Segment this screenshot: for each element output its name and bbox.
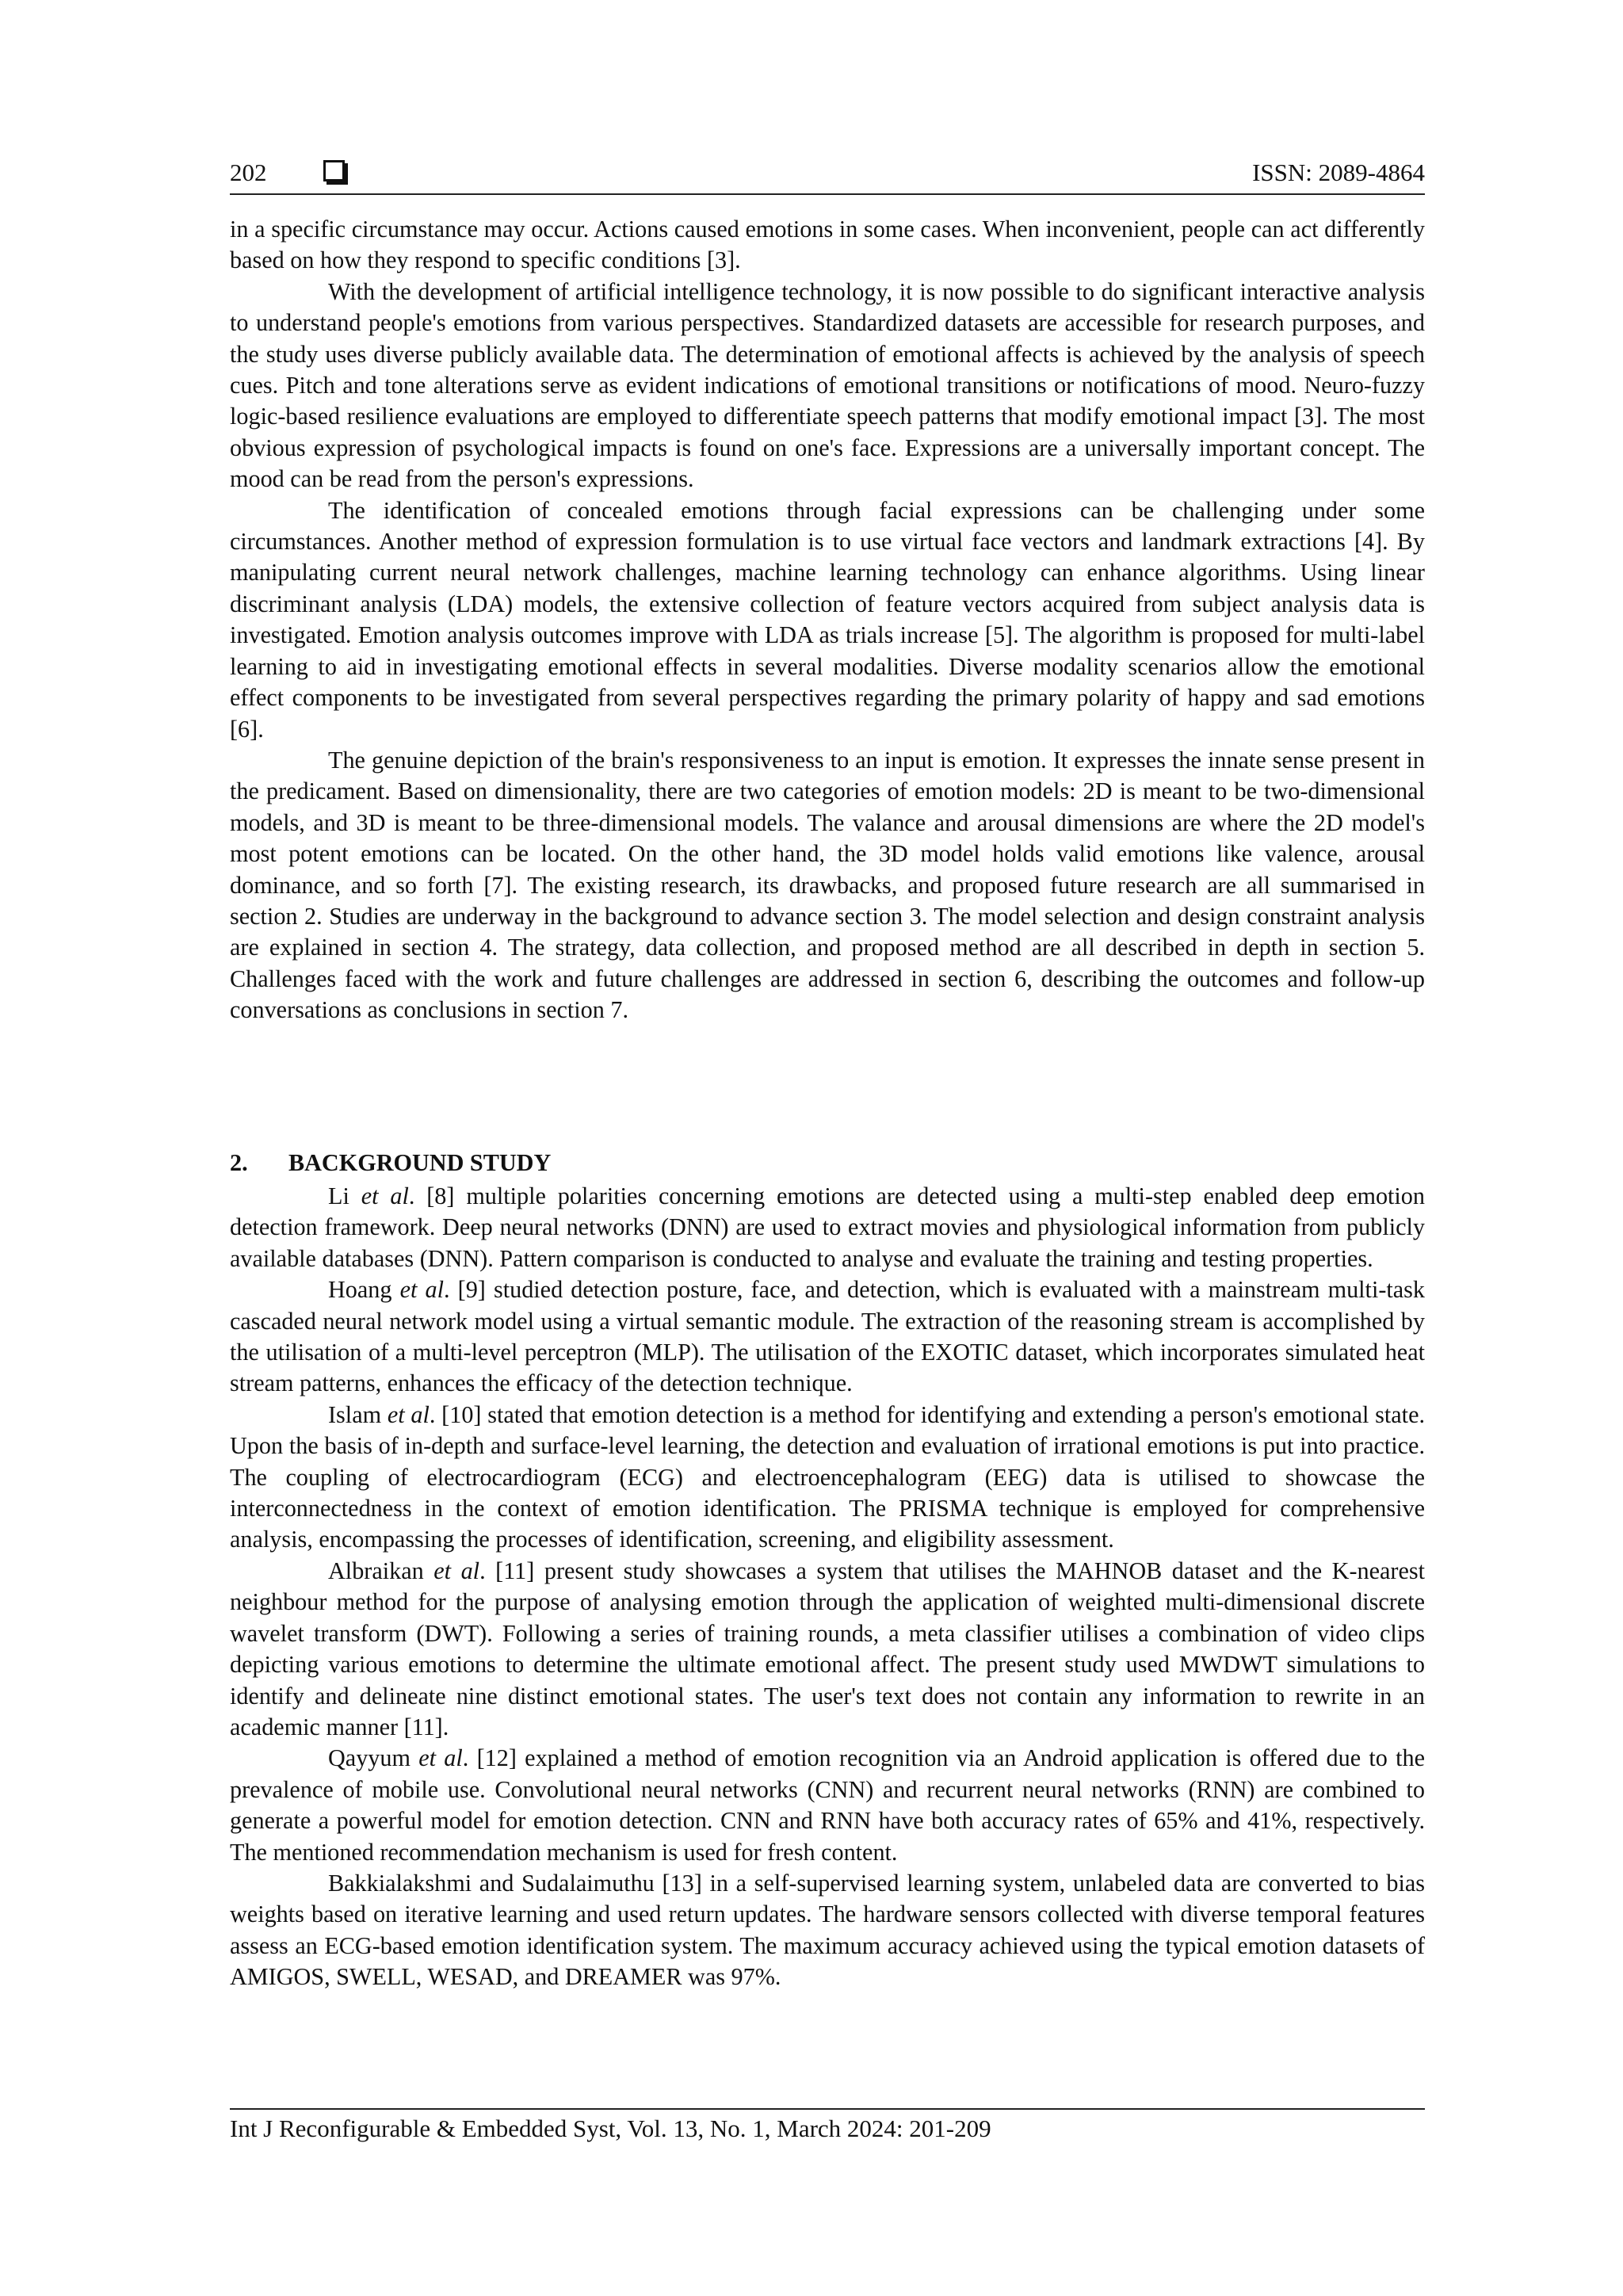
issn-label: ISSN: 2089-4864 — [1252, 159, 1425, 186]
intro-paragraph-4: The genuine depiction of the brain's responsiveness to an input is emotion. It expresses the innate sense present in the predicament. Based on dimensionality, there are two categories of emotion models: 2D is meant to be two-dimensional models, and 3D is meant to be three-dimensional models. The valance and arousal dimensions are where the 2D model's most potent emotions can be located. On the other hand, the 3D model holds valid emotions like valence, arousal dominance, and so forth [7]. The existing research, its drawbacks, and proposed future research are all summarised in section 2. Studies are underway in the background to advance section 3. The model selection and design constraint analysis are explained in section 4. The strategy, data collection, and proposed method are all described in depth in section 5. Challenges faced with the work and future challenges are addressed in section 6, describing the outcomes and follow-up conversations as conclusions in section 7. — [230, 746, 1425, 1024]
paragraph-text: . [12] explained a method of emotion recognition via an Android application is offered due to the prevalence of mobile use. Convolutional neural networks (CNN) and recurrent neural networks (RNN) are combined to generate a powerful model for emotion detection. CNN and RNN have both accuracy rates of 65% and 41%, respectively. The mentioned recommendation mechanism is used for fresh content. — [230, 1744, 1425, 1866]
background-paragraph — [230, 1556, 1425, 1743]
intro-paragraph-2: With the development of artificial intelligence technology, it is now possible to do significant interactive analysis to understand people's emotions from various perspectives. Standardized datasets are accessible for research purposes, and the study uses diverse publicly available data. The determination of emotional affects is achieved by the analysis of speech cues. Pitch and tone alterations serve as evident indications of emotional transitions or notifications of mood. Neuro-fuzzy logic-based resilience evaluations are employed to differentiate speech patterns that modify emotional impact [3]. The most obvious expression of psychological impacts is found on one's face. Expressions are a universally important concept. The mood can be read from the person's expressions. — [230, 277, 1425, 493]
intro-paragraph-1: in a specific circumstance may occur. Actions caused emotions in some cases. When inconvenient, people can act differently based on how they respond to specific conditions [3]. — [230, 216, 1425, 274]
author-name: Albraikan — [328, 1557, 424, 1584]
square-bullet-icon — [323, 160, 345, 181]
running-footer — [230, 2108, 1425, 2143]
background-paragraph — [230, 1743, 1425, 1868]
background-study-text — [230, 1181, 1425, 1993]
journal-citation: Int J Reconfigurable & Embedded Syst, Vol. 13, No. 1, March 2024: 201-209 — [230, 2115, 991, 2142]
section-heading — [230, 1149, 551, 1177]
et-al: et al — [418, 1744, 463, 1772]
section-title: BACKGROUND STUDY — [288, 1149, 552, 1176]
background-paragraph — [230, 1400, 1425, 1556]
author-name: Islam — [328, 1400, 382, 1428]
page-number: 202 — [230, 159, 267, 186]
author-name: Qayyum — [328, 1744, 411, 1772]
author-name: Hoang — [328, 1276, 392, 1304]
et-al: et al — [399, 1276, 444, 1304]
et-al: et al — [433, 1557, 480, 1584]
et-al: et al — [387, 1400, 430, 1428]
author-name: Li — [328, 1182, 349, 1209]
et-al: et al — [361, 1182, 409, 1209]
paragraph-text: . [9] studied detection posture, face, and detection, which is evaluated with a mainstream multi-task cascaded neural network model using a virtual semantic module. The extraction of the reasoning stream is accomplished by the utilisation of a multi-level perceptron (MLP). The utilisation of the EXOTIC dataset, which incorporates simulated heat stream patterns, enhances the efficacy of the detection technique. — [230, 1276, 1426, 1397]
intro-paragraph-3: The identification of concealed emotions through facial expressions can be challenging under some circumstances. Another method of expression formulation is to use virtual face vectors and landmark extractions [4]. By manipulating current neural network challenges, machine learning technology can enhance algorithms. Using linear discriminant analysis (LDA) models, the extensive collection of feature vectors acquired from subject analysis data is investigated. Emotion analysis outcomes improve with LDA as trials increase [5]. The algorithm is proposed for multi-label learning to aid in investigating emotional effects in several modalities. Diverse modality scenarios allow the emotional effect components to be investigated from several perspectives regarding the primary polarity of happy and sad emotions [6]. — [230, 496, 1425, 743]
section-number: 2. — [230, 1149, 248, 1176]
paragraph-text: . [11] present study showcases a system that utilises the MAHNOB dataset and the K-nearest neighbour method for the purpose of analysing emotion through the application of weighted multi-dimensional discrete wavelet transform (DWT). Following a series of training rounds, a meta classifier utilises a combination of video clips depicting various emotions to determine the ultimate emotional affect. The present study used MWDWT simulations to identify and delineate nine distinct emotional states. The user's text does not contain any information to rewrite in an academic manner [11]. — [230, 1557, 1425, 1740]
paragraph-text: . [10] stated that emotion detection is a method for identifying and extending a person's emotional state. Upon the basis of in-depth and surface-level learning, the detection and evaluation of irrational emotions is put into practice. The coupling of electrocardiogram (ECG) and electroencephalogram (EEG) data is utilised to showcase the interconnectedness in the context of emotion identification. The PRISMA technique is employed for comprehensive analysis, encompassing the processes of identification, screening, and eligibility assessment. — [230, 1400, 1426, 1553]
background-paragraph-last: Bakkialakshmi and Sudalaimuthu [13] in a self-supervised learning system, unlabeled data are converted to bias weights based on iterative learning and used return updates. The hardware sensors collected with diverse temporal features assess an ECG-based emotion identification system. The maximum accuracy achieved using the typical emotion datasets of AMIGOS, SWELL, WESAD, and DREAMER was 97%. — [230, 1869, 1425, 1991]
background-paragraph — [230, 1274, 1425, 1400]
running-header — [230, 155, 1425, 195]
paragraph-text: . [8] multiple polarities concerning emotions are detected using a multi-step enabled deep emotion detection framework. Deep neural networks (DNN) are used to extract movies and physiological information from publicly available databases (DNN). Pattern comparison is conducted to analyse and evaluate the training and testing properties. — [230, 1182, 1425, 1272]
background-paragraph — [230, 1181, 1425, 1274]
intro-text — [230, 214, 1425, 1026]
